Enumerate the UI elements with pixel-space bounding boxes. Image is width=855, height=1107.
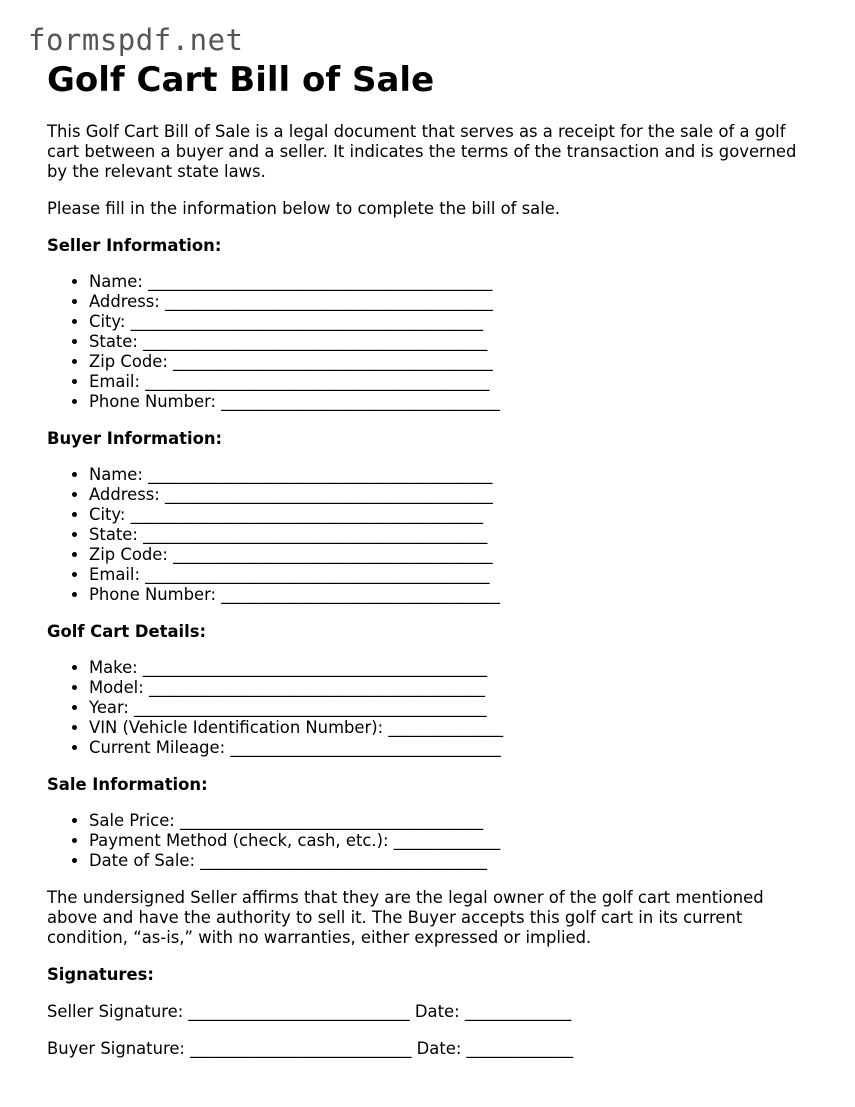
- buyer-address-field[interactable]: • Address: ________________________________________: [89, 485, 817, 505]
- seller-city-field[interactable]: • City: ___________________________________________: [89, 312, 817, 332]
- intro-paragraph: This Golf Cart Bill of Sale is a legal document that serves as a receipt for the sale of a golf cart between a buyer and a seller. It indicates the terms of the transaction and is governed by the relevant state laws.: [47, 122, 797, 181]
- seller-signature-line[interactable]: Seller Signature: ___________________________ Date: _____________: [47, 1002, 572, 1021]
- buyer-phone-field[interactable]: • Phone Number: __________________________________: [89, 585, 817, 605]
- buyer-email-field[interactable]: • Email: __________________________________________: [89, 565, 817, 585]
- buyer-field-list: [47, 465, 817, 605]
- buyer-signature-line[interactable]: Buyer Signature: ___________________________ Date: _____________: [47, 1039, 574, 1058]
- watermark: formspdf.net: [28, 23, 244, 57]
- document-body: [47, 58, 817, 1059]
- buyer-state-field[interactable]: • State: __________________________________________: [89, 525, 817, 545]
- page-title: Golf Cart Bill of Sale: [47, 60, 435, 100]
- cart-details-heading: Golf Cart Details:: [47, 622, 207, 641]
- seller-zip-field[interactable]: • Zip Code: _______________________________________: [89, 352, 817, 372]
- sale-field-list: [47, 811, 817, 871]
- sale-info-heading: Sale Information:: [47, 775, 208, 794]
- cart-year-field[interactable]: • Year: ___________________________________________: [89, 698, 817, 718]
- date-of-sale-field[interactable]: • Date of Sale: ___________________________________: [89, 851, 817, 871]
- cart-mileage-field[interactable]: • Current Mileage: _________________________________: [89, 738, 817, 758]
- cart-make-field[interactable]: • Make: __________________________________________: [89, 658, 817, 678]
- seller-state-field[interactable]: • State: __________________________________________: [89, 332, 817, 352]
- seller-heading: Seller Information:: [47, 236, 222, 255]
- instructions-paragraph: Please fill in the information below to complete the bill of sale.: [47, 199, 561, 218]
- seller-email-field[interactable]: • Email: __________________________________________: [89, 372, 817, 392]
- seller-address-field[interactable]: • Address: ________________________________________: [89, 292, 817, 312]
- buyer-heading: Buyer Information:: [47, 429, 223, 448]
- affirmation-paragraph: The undersigned Seller affirms that they are the legal owner of the golf cart mentioned above and have the authority to sell it. The Buyer accepts this golf cart in its current condition, “as-is,” with no warranties, either expressed or implied.: [47, 888, 764, 947]
- buyer-city-field[interactable]: • City: ___________________________________________: [89, 505, 817, 525]
- buyer-name-field[interactable]: • Name: __________________________________________: [89, 465, 817, 485]
- signatures-heading: Signatures:: [47, 965, 154, 984]
- cart-field-list: [47, 658, 817, 758]
- payment-method-field[interactable]: • Payment Method (check, cash, etc.): _____________: [89, 831, 817, 851]
- seller-phone-field[interactable]: • Phone Number: __________________________________: [89, 392, 817, 412]
- buyer-zip-field[interactable]: • Zip Code: _______________________________________: [89, 545, 817, 565]
- seller-name-field[interactable]: • Name: __________________________________________: [89, 272, 817, 292]
- cart-model-field[interactable]: • Model: _________________________________________: [89, 678, 817, 698]
- sale-price-field[interactable]: • Sale Price: _____________________________________: [89, 811, 817, 831]
- cart-vin-field[interactable]: • VIN (Vehicle Identification Number): ______________: [89, 718, 817, 738]
- seller-field-list: [47, 272, 817, 412]
